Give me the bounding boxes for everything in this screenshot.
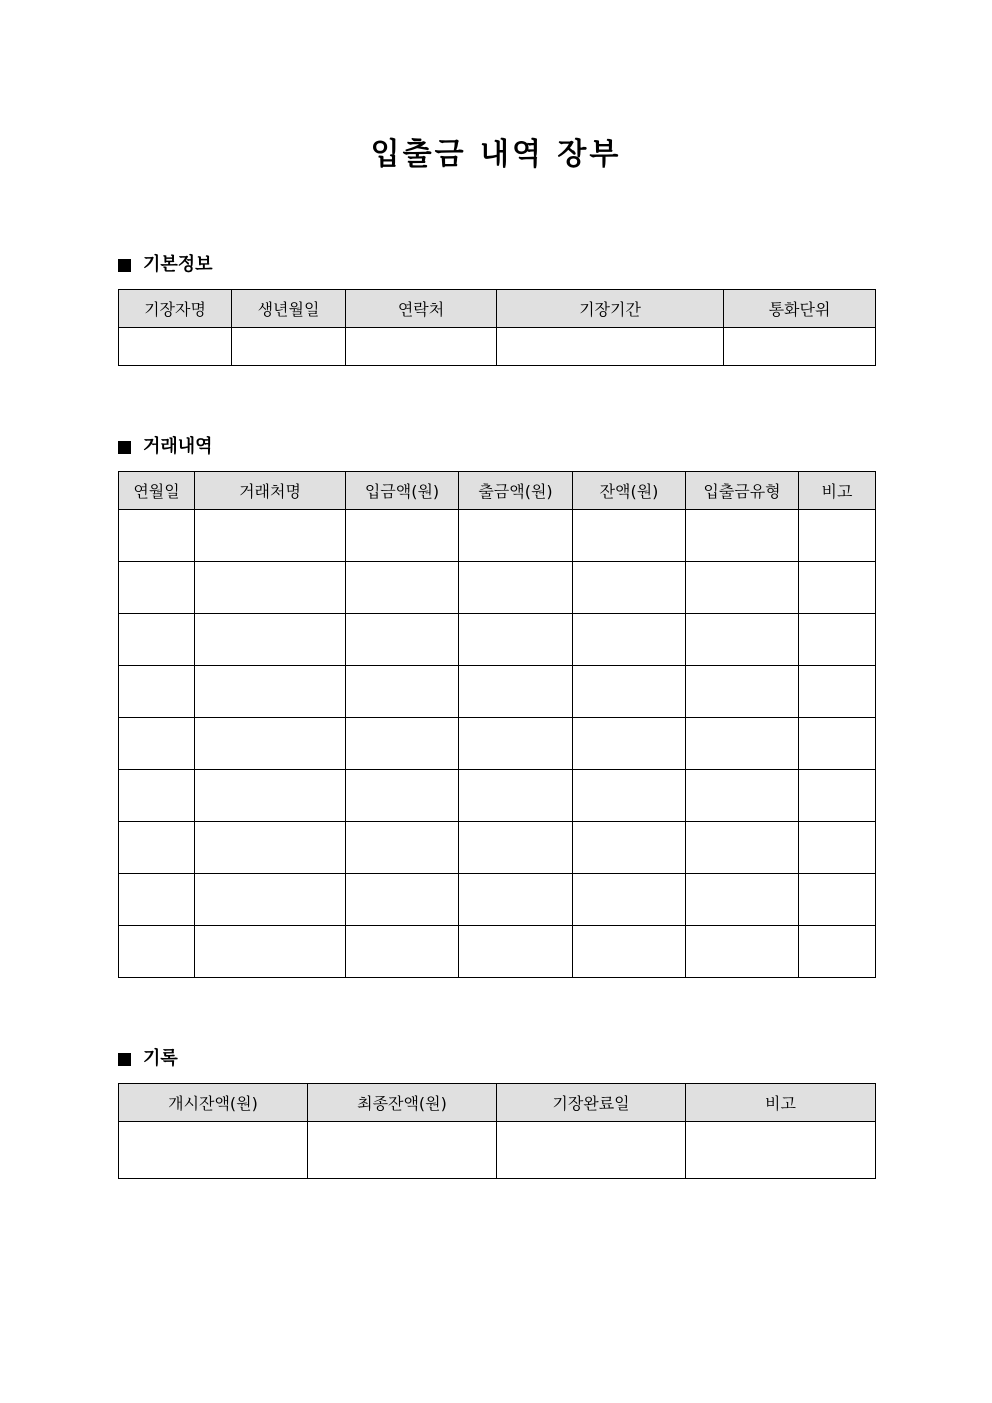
column-header: 잔액(원) (573, 472, 686, 510)
column-header: 기장기간 (497, 290, 724, 328)
table-cell[interactable] (195, 666, 346, 718)
table-cell[interactable] (459, 666, 573, 718)
table-cell[interactable] (346, 562, 459, 614)
table-cell[interactable] (686, 510, 799, 562)
table-cell[interactable] (346, 770, 459, 822)
table-row (119, 874, 876, 926)
section-heading-record-label: 기록 (143, 1048, 178, 1069)
table-cell[interactable] (119, 874, 195, 926)
column-header: 개시잔액(원) (119, 1084, 308, 1122)
table-cell[interactable] (799, 614, 876, 666)
column-header: 입금액(원) (346, 472, 459, 510)
table-row (119, 1122, 876, 1179)
table-cell[interactable] (573, 510, 686, 562)
table-cell[interactable] (799, 874, 876, 926)
table-cell[interactable] (573, 770, 686, 822)
table-cell[interactable] (799, 666, 876, 718)
table-cell[interactable] (686, 666, 799, 718)
table-cell[interactable] (346, 874, 459, 926)
column-header: 기장자명 (119, 290, 232, 328)
table-cell[interactable] (346, 822, 459, 874)
table-cell[interactable] (195, 770, 346, 822)
table-cell[interactable] (686, 874, 799, 926)
table-cell[interactable] (346, 510, 459, 562)
table-cell[interactable] (497, 328, 724, 366)
table-cell[interactable] (573, 718, 686, 770)
table-cell[interactable] (686, 614, 799, 666)
table-cell[interactable] (195, 614, 346, 666)
table-cell[interactable] (346, 666, 459, 718)
table-cell[interactable] (573, 926, 686, 978)
column-header: 거래처명 (195, 472, 346, 510)
column-header: 통화단위 (724, 290, 876, 328)
table-cell[interactable] (119, 666, 195, 718)
table-cell[interactable] (459, 510, 573, 562)
table-cell[interactable] (799, 562, 876, 614)
table-cell[interactable] (686, 562, 799, 614)
section-heading-transactions-label: 거래내역 (143, 436, 213, 457)
table-cell[interactable] (459, 770, 573, 822)
record-table (118, 1083, 876, 1179)
table-cell[interactable] (119, 614, 195, 666)
table-cell[interactable] (119, 718, 195, 770)
table-cell[interactable] (195, 510, 346, 562)
table-cell[interactable] (686, 1122, 876, 1179)
table-cell[interactable] (346, 926, 459, 978)
page-title: 입출금 내역 장부 (370, 137, 622, 172)
table-cell[interactable] (459, 822, 573, 874)
basic-info-table (118, 289, 876, 366)
column-header: 비고 (686, 1084, 876, 1122)
table-cell[interactable] (119, 1122, 308, 1179)
transactions-table (118, 471, 876, 978)
column-header: 기장완료일 (497, 1084, 686, 1122)
column-header: 출금액(원) (459, 472, 573, 510)
section-heading-basic (118, 253, 213, 277)
table-cell[interactable] (308, 1122, 497, 1179)
table-row (119, 822, 876, 874)
table-cell[interactable] (497, 1122, 686, 1179)
table-row (119, 770, 876, 822)
table-cell[interactable] (799, 926, 876, 978)
column-header: 입출금유형 (686, 472, 799, 510)
table-cell[interactable] (119, 562, 195, 614)
table-row (119, 666, 876, 718)
table-cell[interactable] (799, 770, 876, 822)
table-cell[interactable] (346, 328, 497, 366)
section-heading-transactions (118, 435, 213, 459)
table-cell[interactable] (119, 926, 195, 978)
table-cell[interactable] (459, 614, 573, 666)
table-cell[interactable] (686, 822, 799, 874)
table-header-row (119, 472, 876, 510)
column-header: 비고 (799, 472, 876, 510)
table-cell[interactable] (459, 562, 573, 614)
column-header: 연락처 (346, 290, 497, 328)
table-cell[interactable] (686, 770, 799, 822)
table-cell[interactable] (232, 328, 346, 366)
table-cell[interactable] (724, 328, 876, 366)
table-cell[interactable] (573, 614, 686, 666)
table-row (119, 614, 876, 666)
table-cell[interactable] (573, 822, 686, 874)
table-cell[interactable] (195, 874, 346, 926)
section-heading-record (118, 1047, 178, 1071)
section-heading-basic-label: 기본정보 (143, 254, 213, 275)
table-header-row (119, 1084, 876, 1122)
square-bullet-icon (118, 441, 131, 454)
table-cell[interactable] (119, 822, 195, 874)
square-bullet-icon (118, 259, 131, 272)
table-cell[interactable] (799, 510, 876, 562)
table-cell[interactable] (459, 874, 573, 926)
table-cell[interactable] (119, 328, 232, 366)
table-row (119, 510, 876, 562)
table-cell[interactable] (119, 770, 195, 822)
table-cell[interactable] (573, 874, 686, 926)
table-row (119, 328, 876, 366)
table-cell[interactable] (459, 926, 573, 978)
table-cell[interactable] (346, 614, 459, 666)
table-cell[interactable] (346, 718, 459, 770)
table-cell[interactable] (459, 718, 573, 770)
table-cell[interactable] (686, 718, 799, 770)
table-cell[interactable] (195, 926, 346, 978)
table-cell[interactable] (195, 822, 346, 874)
table-header-row (119, 290, 876, 328)
table-row (119, 718, 876, 770)
column-header: 생년월일 (232, 290, 346, 328)
square-bullet-icon (118, 1053, 131, 1066)
column-header: 연월일 (119, 472, 195, 510)
table-cell[interactable] (799, 822, 876, 874)
table-cell[interactable] (195, 718, 346, 770)
table-cell[interactable] (195, 562, 346, 614)
table-cell[interactable] (799, 718, 876, 770)
column-header: 최종잔액(원) (308, 1084, 497, 1122)
table-cell[interactable] (573, 562, 686, 614)
table-cell[interactable] (686, 926, 799, 978)
table-row (119, 562, 876, 614)
table-cell[interactable] (119, 510, 195, 562)
table-cell[interactable] (573, 666, 686, 718)
table-row (119, 926, 876, 978)
